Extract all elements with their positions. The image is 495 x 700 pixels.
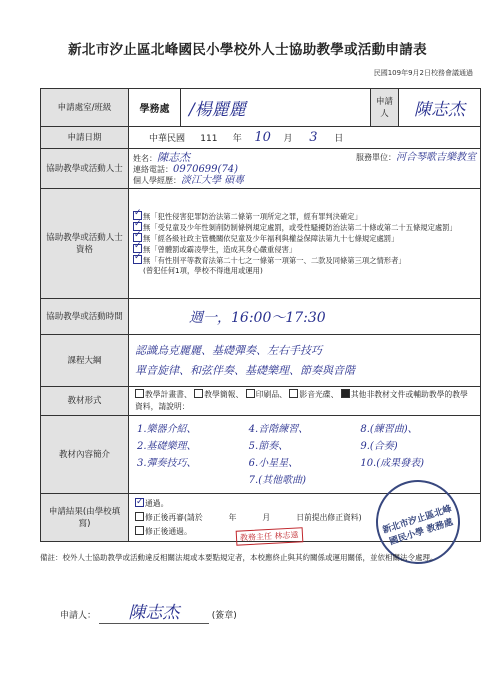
- service-label: 服務單位：: [356, 152, 396, 162]
- material-item: 9.(合奏): [360, 440, 398, 452]
- date-month-unit: 月: [283, 134, 293, 144]
- row-format: 教材形式 教學計畫書、 教學簡報、 印刷品、 影音光碟、 其他非教材文件或輔助教學的教學資料，請說明：: [41, 387, 481, 416]
- unit-handwritten: /楊麗麗: [189, 100, 246, 120]
- form-title: 新北市汐止區北峰國民小學校外人士協助教學或活動申請表: [68, 42, 427, 58]
- name-value: 陳志杰: [157, 150, 190, 164]
- seal-text: 新北市汐止區北峰國民小學 教務處: [381, 504, 455, 548]
- format-label: 教材形式: [41, 387, 129, 416]
- signature-line: [60, 598, 237, 624]
- qualify-item: [133, 211, 476, 222]
- date-prefix: 中華民國: [149, 134, 186, 144]
- result-year-unit: 年: [228, 512, 237, 522]
- material-item: 5.節奏、: [248, 440, 289, 452]
- qualify-text: 無「犯性侵害犯罪防治法第二條第一項所定之罪，經有罪判決確定」: [143, 212, 362, 221]
- sign-suffix: (簽章): [211, 611, 237, 621]
- outline-line-1: 認識烏克麗麗、基礎彈奏、左右手技巧: [135, 343, 322, 357]
- qualify-text: 無「有性別平等教育法第二十七之一條第一項第一、二款及同條第三項之情形者」: [143, 256, 406, 265]
- qualify-footnote: (曾犯任何1項，學校不得進用或運用): [143, 266, 263, 275]
- date-year-unit: 年: [232, 134, 242, 144]
- material-item: 6.小星星、: [248, 457, 299, 469]
- material-item: 10.(成果發表): [360, 457, 425, 469]
- sign-value: 陳志杰: [99, 598, 209, 624]
- qualify-label: 協助教學或活動人士資格: [41, 189, 129, 299]
- director-stamp: 教務主任 林志遠: [236, 527, 303, 545]
- applicant-label: 申請人: [371, 89, 399, 127]
- checkbox[interactable]: [194, 389, 203, 398]
- format-option: 教學計畫書: [145, 390, 184, 399]
- result-day-suffix: 日前提出修正資料): [296, 512, 362, 522]
- checkbox[interactable]: [289, 389, 298, 398]
- qualify-item: [133, 244, 476, 255]
- checkbox[interactable]: [246, 389, 255, 398]
- sign-label: 申請人：: [60, 611, 97, 621]
- applicant-handwritten: 陳志杰: [414, 100, 465, 120]
- edu-label: 個人學經歷：: [133, 175, 181, 185]
- application-form: [40, 88, 481, 542]
- checkbox[interactable]: [135, 526, 144, 535]
- row-date: [41, 127, 481, 149]
- date-year: 111: [200, 134, 218, 144]
- service-value: 河合琴歌吉樂教室: [396, 151, 476, 163]
- phone-label: 連絡電話：: [133, 164, 173, 174]
- material-item: 2.基礎樂理、: [137, 440, 197, 452]
- result-option-pass: 通過。: [145, 498, 169, 508]
- date-label: 申請日期: [41, 127, 129, 149]
- edu-value: 淡江大學 碩專: [181, 174, 245, 186]
- material-item: 8.(練習曲)、: [360, 423, 418, 435]
- person-label: 協助教學或活動人士: [41, 149, 129, 189]
- material-label: 教材內容簡介: [41, 416, 129, 494]
- outline-line-2: 單音旋律、和弦伴奏、基礎樂理、節奏與音階: [135, 363, 355, 377]
- outline-label: 課程大綱: [41, 335, 129, 387]
- row-time: [41, 299, 481, 335]
- material-item: 3.彈奏技巧、: [137, 457, 197, 469]
- checkbox[interactable]: [133, 255, 142, 264]
- qualify-item: [133, 255, 476, 266]
- checkbox[interactable]: [135, 498, 144, 507]
- name-label: 姓名：: [133, 153, 157, 163]
- row-qualify: [41, 189, 481, 299]
- qualify-text: 無「經各級社政主管機關依兒童及少年福利與權益保障法第九十七條規定處罰」: [143, 234, 399, 243]
- qualify-item: [133, 222, 476, 233]
- qualify-item: [133, 233, 476, 244]
- date-day-unit: 日: [334, 134, 344, 144]
- checkbox[interactable]: [135, 512, 144, 521]
- checkbox[interactable]: [135, 389, 144, 398]
- qualify-text: 無「受兒童及少年性剝削防制條例規定處罰，或受性騷擾防治法第二十條或第二十五條規定處罰」: [143, 223, 457, 232]
- row-unit: [41, 89, 481, 127]
- date-day: 3: [309, 130, 318, 145]
- format-option: 影音光碟: [299, 390, 331, 399]
- material-item: 4.音階練習、: [248, 423, 309, 435]
- format-option: 教學簡報: [204, 390, 236, 399]
- result-option-review: 修正後再審(請於: [145, 512, 203, 522]
- format-option: 其他非教材文件或輔助教學的教學資料，請說明：: [135, 390, 468, 411]
- date-month: 10: [254, 130, 271, 145]
- checkbox-filled[interactable]: [341, 389, 350, 398]
- result-month-unit: 月: [262, 512, 271, 522]
- unit-label: 申請處室/班級: [41, 89, 129, 127]
- phone-value: 0970699(74): [173, 163, 239, 175]
- time-label: 協助教學或活動時間: [41, 299, 129, 335]
- time-value: 週一，16:00～17:30: [189, 309, 326, 326]
- row-person: [41, 149, 481, 189]
- material-item: 1.樂器介紹、: [137, 423, 197, 435]
- format-option: 印刷品: [255, 390, 280, 399]
- approval-note: 民國109年9月2日校務會議通過: [373, 69, 473, 77]
- row-outline: [41, 335, 481, 387]
- result-label: 申請結果(由學校填寫): [41, 494, 129, 542]
- unit-printed: 學務處: [129, 89, 181, 127]
- footer-note: 備註：校外人士協助教學或活動違反相關法規或本要點規定者，本校應終止與其約關係或運用關係，並依相關法令處理。: [40, 553, 438, 562]
- qualify-text: 無「曾體罰或霸凌學生，造成其身心嚴重侵害」: [143, 245, 297, 254]
- material-item: 7.(其他歌曲): [248, 474, 306, 486]
- result-option-revise: 修正後通過。: [145, 526, 192, 536]
